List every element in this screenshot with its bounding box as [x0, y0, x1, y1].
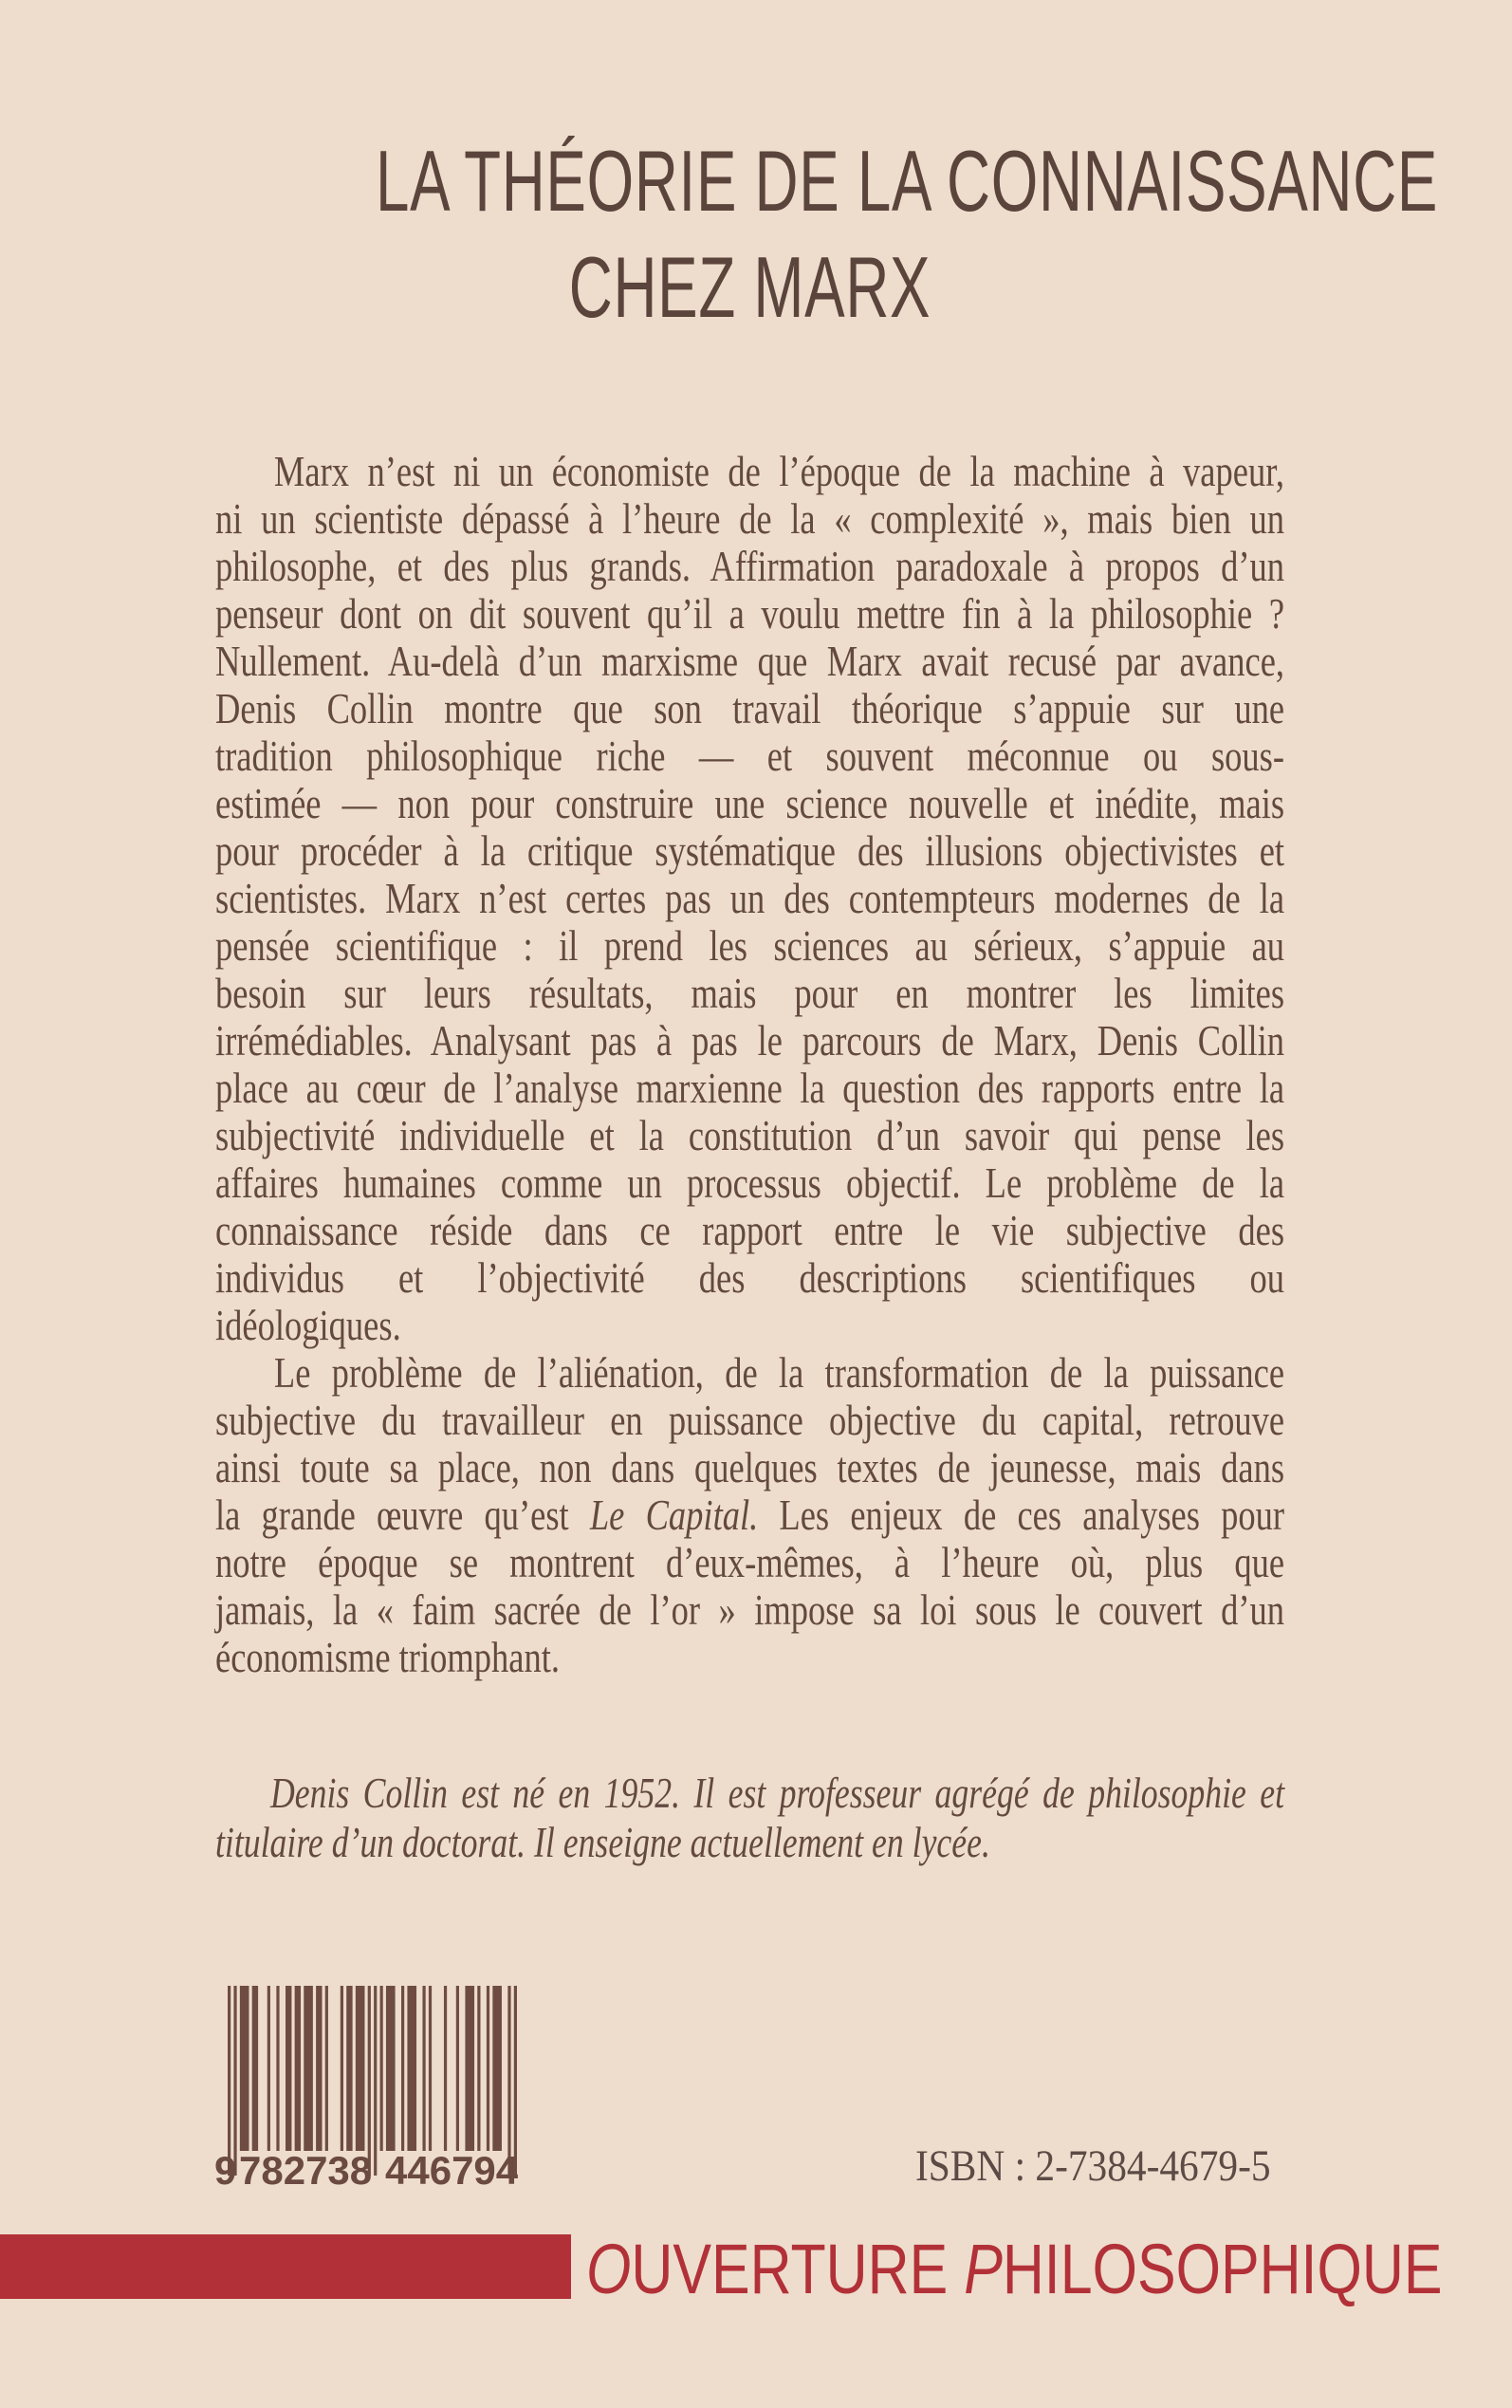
body-line: Nullement. Au-delà d’un marxisme que Marx avait recusé par avance,: [215, 637, 1285, 685]
author-note-line: titulaire d’un doctorat. Il enseigne actuellement en lycée.: [215, 1819, 990, 1866]
body-line: subjectivité individuelle et la constitution d’un savoir qui pense les: [215, 1111, 1285, 1159]
body-line: Denis Collin montre que son travail théorique s’appuie sur une: [215, 684, 1285, 732]
series-word2-rest: HILOSOPHIQUE: [1002, 2230, 1443, 2308]
series-band-red-block: [0, 2234, 571, 2299]
body-line: estimée — non pour construire une science nouvelle et inédite, mais: [215, 779, 1285, 827]
body-line: subjective du travailleur en puissance objective du capital, retrouve: [215, 1396, 1285, 1444]
barcode-digit-group-2: 446794: [385, 2148, 519, 2193]
body-line: irrémédiables. Analysant pas à pas le parcours de Marx, Denis Collin: [215, 1016, 1285, 1065]
body-line: place au cœur de l’analyse marxienne la question des rapports entre la: [215, 1064, 1285, 1112]
body-line: [215, 1491, 1284, 1539]
body-line-segment: la grande œuvre qu’est: [215, 1491, 590, 1539]
body-line: individus et l’objectivité des descriptions scientifiques ou: [215, 1253, 1285, 1302]
ean-barcode: [214, 1986, 519, 2214]
barcode-digit-group-1: 782738: [239, 2148, 373, 2193]
series-word2-initial: P: [964, 2230, 1003, 2308]
body-line: penseur dont on dit souvent qu’il a voulu mettre fin à la philosophie ?: [215, 589, 1285, 638]
body-line: Marx n’est ni un économiste de l’époque de la machine à vapeur,: [273, 447, 1285, 495]
cited-work-title: Le Capital.: [589, 1491, 759, 1539]
author-note: [215, 1769, 1287, 1867]
body-line: tradition philosophique riche — et souvent méconnue ou sous-: [215, 732, 1285, 780]
synopsis-paragraph-1: [215, 448, 1287, 1349]
isbn-label: ISBN : 2-7384-4679-5: [915, 2141, 1271, 2191]
body-line: économisme triomphant.: [215, 1633, 561, 1681]
series-word-space: [948, 2230, 964, 2308]
ean-barcode-bars: [228, 1986, 517, 2176]
barcode-lead-digit: 9: [214, 2148, 237, 2193]
body-line: jamais, la « faim sacrée de l’or » impose sa loi sous le couvert d’un: [215, 1585, 1285, 1634]
series-word1-initial: O: [586, 2230, 632, 2308]
body-line: philosophe, et des plus grands. Affirmation paradoxale à propos d’un: [215, 542, 1285, 590]
body-line-segment: Les enjeux de ces analyses pour: [758, 1491, 1285, 1539]
body-line: notre époque se montrent d’eux-mêmes, à l’heure où, plus que: [215, 1538, 1285, 1586]
ean-barcode-digits: [214, 2148, 531, 2193]
body-line: besoin sur leurs résultats, mais pour en montrer les limites: [215, 969, 1285, 1017]
body-line: Le problème de l’aliénation, de la transformation de la puissance: [273, 1348, 1285, 1397]
book-title-line-2: CHEZ MARX: [568, 240, 931, 336]
book-title: [215, 129, 1439, 342]
body-line: connaissance réside dans ce rapport entre le vie subjective des: [215, 1206, 1285, 1254]
body-line: ainsi toute sa place, non dans quelques textes de jeunesse, mais dans: [215, 1443, 1285, 1491]
synopsis-paragraph-2: [215, 1349, 1287, 1681]
body-line: affaires humaines comme un processus objectif. Le problème de la: [215, 1158, 1285, 1207]
book-title-line-1: LA THÉORIE DE LA CONNAISSANCE: [376, 134, 1439, 230]
body-line: ni un scientiste dépassé à l’heure de la « complexité », mais bien un: [215, 494, 1285, 543]
series-word1-rest: UVERTURE: [631, 2230, 949, 2308]
author-note-line: Denis Collin est né en 1952. Il est professeur agrégé de philosophie et: [269, 1769, 1285, 1817]
body-line: pour procéder à la critique systématique des illusions objectivistes et: [215, 826, 1285, 875]
body-line: pensée scientifique : il prend les sciences au sérieux, s’appuie au: [215, 921, 1285, 970]
body-line: scientistes. Marx n’est certes pas un des contempteurs modernes de la: [215, 874, 1285, 922]
series-title-label: [586, 2230, 1443, 2308]
body-line: idéologiques.: [215, 1301, 401, 1349]
